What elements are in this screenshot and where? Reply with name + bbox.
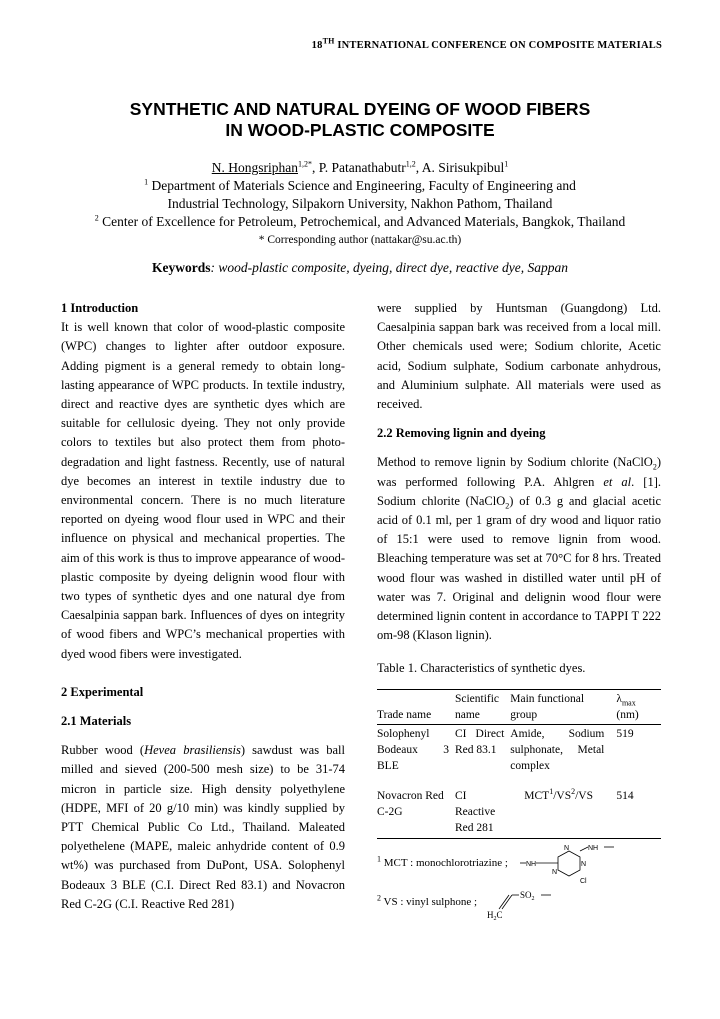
svg-text:H2C: $H_2C$: [487, 909, 503, 921]
affiliation-1: $^1$ Department of Materials Science and Engineering, Faculty of Engineering and: [144, 177, 576, 193]
paper-title: [0, 99, 720, 141]
dyes-table: [377, 689, 661, 839]
col-lambda-max: $\lambda_{max}$ (nm): [610, 689, 661, 724]
right-column: [377, 299, 661, 921]
svg-text:NH: NH: [587, 844, 599, 852]
col-trade-name: Trade name: [377, 689, 455, 724]
conference-header: 18TH INTERNATIONAL CONFERENCE ON COMPOSITE MATERIALS: [311, 36, 662, 51]
keywords: Keywords: wood-plastic composite, dyeing, direct dye, reactive dye, Sappan: [152, 260, 568, 275]
intro-heading: 1 Introduction: [61, 301, 139, 315]
svg-text:N: N: [551, 868, 557, 876]
svg-text:Cl: Cl: [579, 877, 587, 885]
corresponding-author: * Corresponding author (nattakar@su.ac.th): [258, 234, 462, 246]
lignin-body: Method to remove lignin by Sodium chlorite (NaClO$_2$) was performed following P.A. Ahlgren et al. [1]. Sodium chlorite (NaClO$_2$) of 0.3 g and glacial acetic acid of 0.1 ml, per 1 gram of dry wood and liquor ratio of 15:1 were used to remove lignin from wood. Bleaching temperature was set at 70°C for 8 hrs. Treated wood flour was washed in distilled water until pH of water was 7. Original and delignin wood flour were determined lignin content in accordance to TAPPI T 222 om-98 (Klason lignin).: [377, 455, 661, 643]
table-header-row: [377, 689, 661, 724]
materials-heading: 2.1 Materials: [61, 714, 132, 729]
author-block: [0, 159, 720, 249]
experimental-heading: 2 Experimental: [61, 684, 144, 699]
affiliation-1-cont: Industrial Technology, Silpakorn University, Nakhon Pathom, Thailand: [167, 196, 553, 211]
left-column: [61, 299, 345, 914]
svg-text:SO2: $SO_2$: [520, 889, 535, 902]
vinyl-sulphone-structure-icon: [483, 885, 563, 921]
title-line-1: SYNTHETIC AND NATURAL DYEING OF WOOD FIBERS: [129, 99, 591, 119]
footnote-mct: $^1$ MCT : monochlorotriazine ; NH NH N N N Cl: [377, 843, 661, 885]
title-line-2: IN WOOD-PLASTIC COMPOSITE: [225, 120, 495, 140]
svg-text:N: N: [563, 844, 569, 852]
table-caption: Table 1. Characteristics of synthetic dyes.: [377, 661, 586, 676]
materials-body-cont: were supplied by Huntsman (Guangdong) Ltd. Caesalpinia sappan bark was received from a local mill. Other chemicals used were; Sodium chlorite, Acetic acid, Sodium sulphate, Sodium carbonate anhydrous, and Aluminium sulphate. All materials were used as received.: [377, 301, 661, 412]
affiliation-2: $^2$ Center of Excellence for Petroleum, Petrochemical, and Advanced Materials, Bangkok, Thailand: [94, 213, 626, 229]
author-names: N. Hongsriphan$^{1,2*}$, P. Patanathabutr$^{1,2}$, A. Sirisukpibul$^1$: [211, 159, 509, 175]
materials-body: Rubber wood (Hevea brasiliensis) sawdust was ball milled and sieved (200-500 mesh size) to be 31-74 micron in particle size. High density polyethylene (HDPE, MFI of 20 g/10 min) was kindly supplied by PTT Chemical Public Co Ltd., Thailand. Maleated polyethelene (MAPE, maleic anhydride content of 0.9 wt%) was purchased from DuPont, USA. Solophenyl Bodeaux 3 BLE (C.I. Direct Red 83.1) and Novacron Red C-2G (C.I. Reactive Red 281): [61, 743, 345, 911]
table-row: Solophenyl Bodeaux 3 BLE CI Direct Red 83.1 Amide, Sodium sulphonate, Metal complex 519: [377, 727, 634, 772]
triazine-structure-icon: [514, 843, 624, 885]
svg-text:N: N: [580, 860, 586, 868]
svg-text:NH: NH: [525, 860, 537, 868]
footnote-vs: $^2$ VS : vinyl sulphone ; $SO_2$ $H_2C$: [377, 885, 661, 921]
table-row: Novacron Red C-2G CI Reactive Red 281 $MCT^1/VS^2/VS$ 514: [377, 774, 661, 839]
intro-body: It is well known that color of wood-plastic composite (WPC) changes to lighter after outdoor exposure. Adding pigment is a general remedy to obtain long-lasting appearance of WPC products. In textile industry, direct and reactive dyes are synthetic dyes which are suitable for cellulosic dyeing. They not only provide colors to textiles but also protect them from photo-degradation and light fastness. Recently, use of natural dye becomes an interest in textile industry due to environmental concern. There is no much literature reported on dyeing wood flour used in WPC and their influence on physical and mechanical properties. The aim of this work is thus to improve appearance of wood-plastic composite by dyeing delignin wood flour with two types of synthetic dyes and one natural dye from Caesalpinia sappan bark. Influences of dyes on integrity of wood fibers and WPC’s mechanical properties with dyed wood fibers were investigated.: [61, 320, 345, 661]
col-scientific-name: Scientific name: [455, 689, 510, 724]
col-functional-group: Main functional group: [510, 689, 610, 724]
lignin-heading: 2.2 Removing lignin and dyeing: [377, 426, 546, 441]
